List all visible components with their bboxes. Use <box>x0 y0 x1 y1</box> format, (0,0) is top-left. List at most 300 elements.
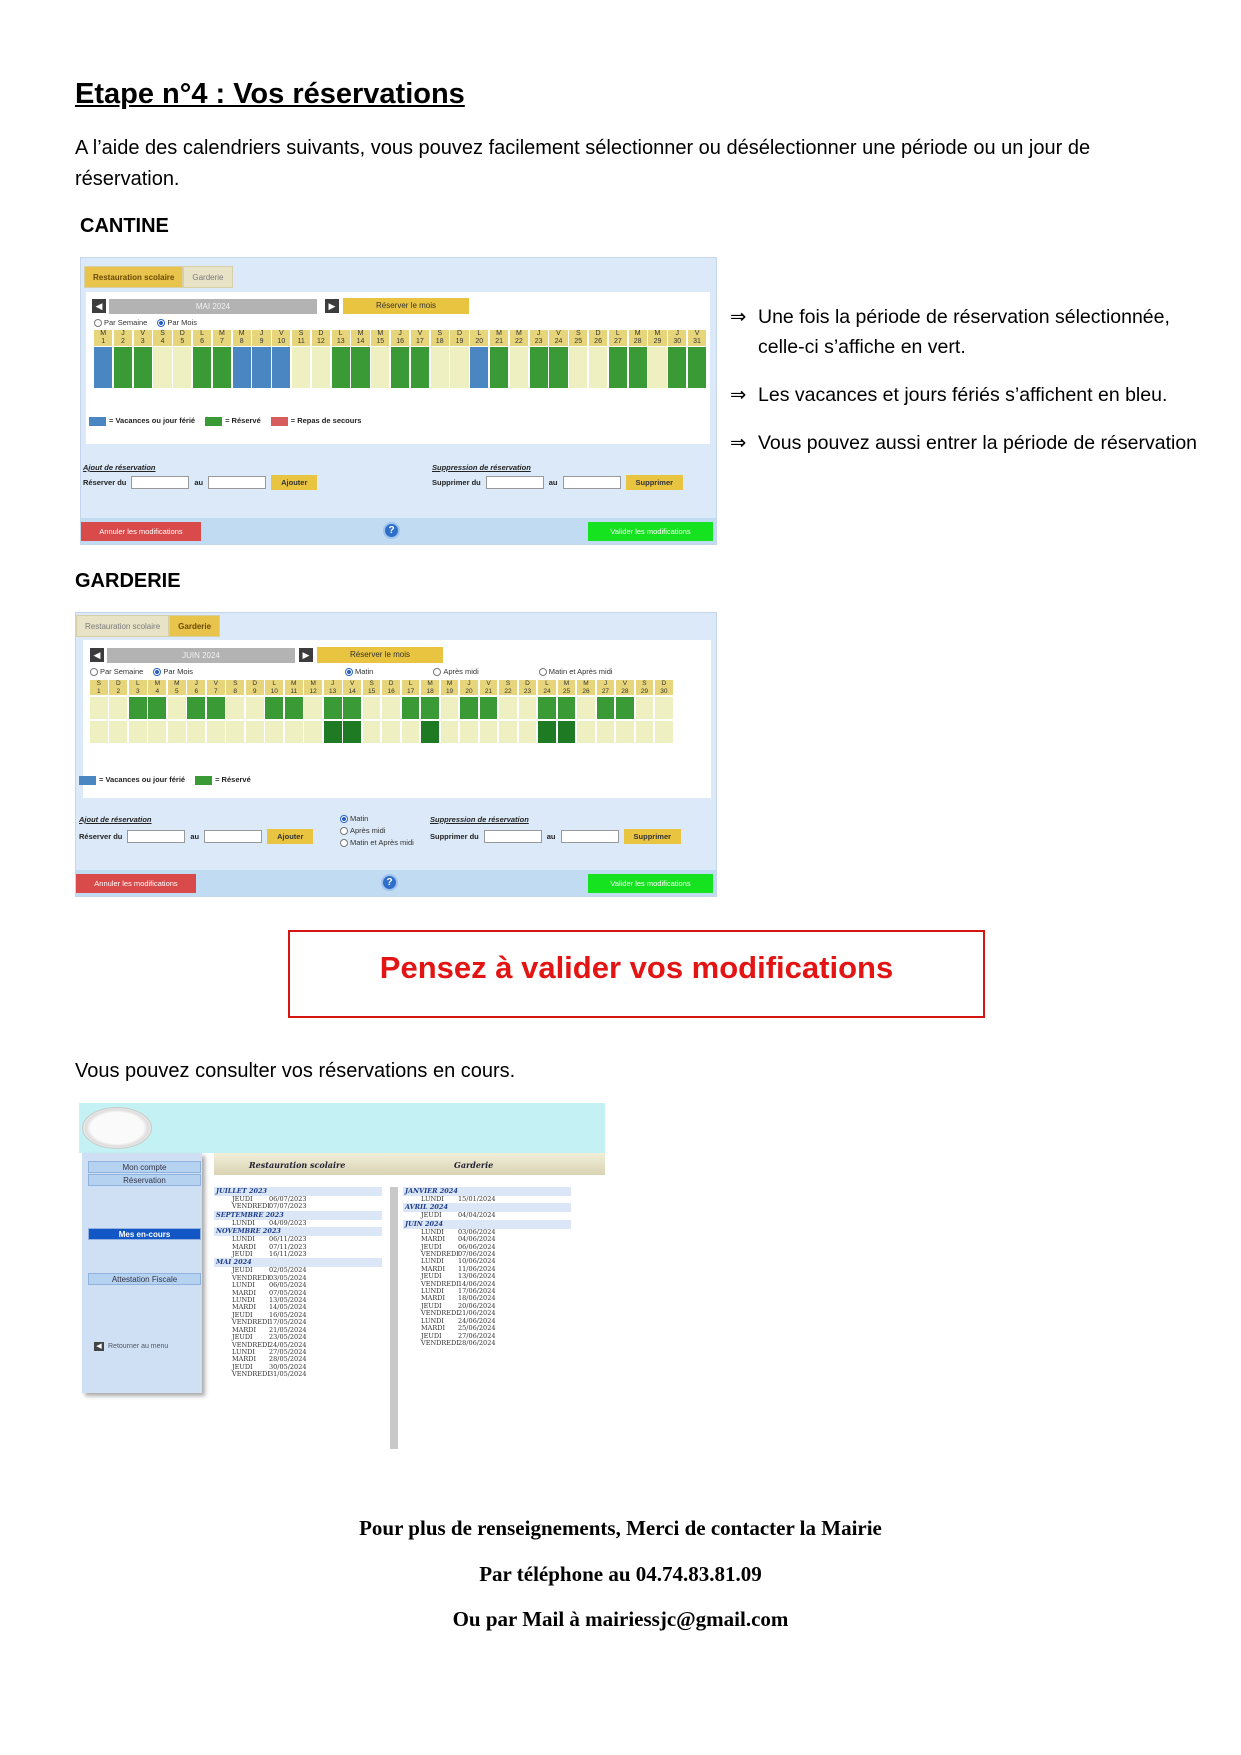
radio-par-mois[interactable]: Par Mois <box>157 318 197 327</box>
afternoon-slot[interactable] <box>304 721 322 743</box>
morning-slot[interactable] <box>226 697 244 719</box>
day-status[interactable] <box>371 347 389 388</box>
day-letter: S <box>431 330 449 338</box>
day-letter: M <box>94 330 112 338</box>
day-cell[interactable] <box>431 330 449 388</box>
day-letter: M <box>421 680 439 688</box>
next-month-button[interactable]: ▶ <box>325 299 339 313</box>
day-letter: D <box>589 330 607 338</box>
day-letter: S <box>90 680 108 688</box>
day-number: 4 <box>148 688 166 696</box>
day-cell[interactable] <box>129 680 147 743</box>
afternoon-slot[interactable] <box>402 721 420 743</box>
weekday: JEUDI <box>232 1333 253 1342</box>
afternoon-slot[interactable] <box>207 721 225 743</box>
day-cell[interactable] <box>168 680 186 743</box>
morning-slot[interactable] <box>324 697 342 719</box>
day-cell[interactable] <box>589 330 607 388</box>
next-month-button[interactable]: ▶ <box>299 648 313 662</box>
day-status[interactable] <box>609 347 627 388</box>
afternoon-slot[interactable] <box>558 721 576 743</box>
date: 06/07/2023 <box>269 1195 307 1203</box>
day-cell[interactable] <box>510 330 528 388</box>
day-cell[interactable] <box>411 330 429 388</box>
validate-changes-button[interactable]: Valider les modifications <box>588 522 713 541</box>
day-status[interactable] <box>312 347 330 388</box>
legend: = Vacances ou jour férié = Réservé <box>79 775 251 785</box>
date: 14/05/2024 <box>269 1303 307 1312</box>
morning-slot[interactable] <box>187 697 205 719</box>
day-cell[interactable] <box>371 330 389 388</box>
weekday: MARDI <box>232 1288 257 1297</box>
date: 16/05/2024 <box>269 1310 307 1319</box>
afternoon-slot[interactable] <box>480 721 498 743</box>
day-cell[interactable] <box>292 330 310 388</box>
morning-slot[interactable] <box>168 697 186 719</box>
reserve-month-button[interactable]: Réserver le mois <box>317 647 443 663</box>
day-number: 28 <box>629 338 647 346</box>
day-cell[interactable] <box>519 680 537 743</box>
tab-garderie[interactable]: Garderie <box>169 615 220 637</box>
cantine-label: CANTINE <box>80 215 169 237</box>
reserve-to-input[interactable] <box>208 476 266 489</box>
day-status[interactable] <box>431 347 449 388</box>
day-number: 2 <box>114 338 132 346</box>
day-status[interactable] <box>272 347 290 388</box>
afternoon-slot[interactable] <box>285 721 303 743</box>
delete-from-input[interactable] <box>484 830 542 843</box>
reminder-text: Pensez à valider vos modifications <box>379 950 894 985</box>
afternoon-slot[interactable] <box>655 721 673 743</box>
page-title: Etape n°4 : Vos réservations <box>75 78 465 110</box>
day-status[interactable] <box>153 347 171 388</box>
day-cell[interactable] <box>688 330 706 388</box>
day-number: 11 <box>292 338 310 346</box>
day-number: 14 <box>351 338 369 346</box>
day-letter: S <box>569 330 587 338</box>
day-cell[interactable] <box>402 680 420 743</box>
weekday: LUNDI <box>421 1287 444 1296</box>
day-number: 23 <box>519 688 537 696</box>
day-status[interactable] <box>411 347 429 388</box>
afternoon-slot[interactable] <box>460 721 478 743</box>
afternoon-slot[interactable] <box>636 721 654 743</box>
morning-slot[interactable] <box>597 697 615 719</box>
afternoon-slot[interactable] <box>363 721 381 743</box>
day-number: 18 <box>421 688 439 696</box>
garderie-list <box>403 1187 571 1347</box>
month-label: MAI 2024 <box>109 299 317 314</box>
day-cell[interactable] <box>312 330 330 388</box>
morning-slot[interactable] <box>538 697 556 719</box>
day-cell[interactable] <box>94 330 112 388</box>
day-cell[interactable] <box>549 330 567 388</box>
day-status[interactable] <box>589 347 607 388</box>
tab-restauration-scolaire[interactable]: Restauration scolaire <box>84 266 183 288</box>
day-letter: D <box>109 680 127 688</box>
date: 23/05/2024 <box>269 1333 307 1342</box>
day-cell[interactable] <box>351 330 369 388</box>
day-letter: D <box>655 680 673 688</box>
day-number: 10 <box>265 688 283 696</box>
month-header: JUIN 2024 <box>403 1220 571 1229</box>
morning-slot[interactable] <box>148 697 166 719</box>
afternoon-slot[interactable] <box>343 721 361 743</box>
day-cell[interactable] <box>655 680 673 743</box>
day-letter: M <box>213 330 231 338</box>
reserve-to-input[interactable] <box>204 830 262 843</box>
day-cell[interactable] <box>558 680 576 743</box>
morning-slot[interactable] <box>499 697 517 719</box>
weekday: MARDI <box>232 1242 257 1251</box>
day-cell[interactable] <box>148 680 166 743</box>
day-status[interactable] <box>668 347 686 388</box>
day-cell[interactable] <box>629 330 647 388</box>
add-button[interactable]: Ajouter <box>267 829 313 844</box>
day-status[interactable] <box>490 347 508 388</box>
weekday: MARDI <box>232 1355 257 1364</box>
menu-mes-en-cours[interactable]: Mes en-cours <box>88 1228 201 1240</box>
day-cell[interactable] <box>480 680 498 743</box>
add-reservation-title: Ajout de réservation <box>83 463 156 472</box>
day-number: 21 <box>490 338 508 346</box>
day-status[interactable] <box>549 347 567 388</box>
day-status[interactable] <box>213 347 231 388</box>
day-letter: V <box>343 680 361 688</box>
morning-slot[interactable] <box>421 697 439 719</box>
prev-month-button[interactable]: ◀ <box>90 648 104 662</box>
morning-slot[interactable] <box>265 697 283 719</box>
scrollbar[interactable] <box>390 1187 398 1449</box>
day-cell[interactable] <box>90 680 108 743</box>
reservation-row <box>403 1196 571 1203</box>
consult-text: Vous pouvez consulter vos réservations en cours. <box>75 1060 516 1082</box>
morning-slot[interactable] <box>558 697 576 719</box>
day-cell[interactable] <box>460 680 478 743</box>
morning-slot[interactable] <box>441 697 459 719</box>
afternoon-slot[interactable] <box>148 721 166 743</box>
radio-par-semaine[interactable]: Par Semaine <box>90 667 143 676</box>
day-status[interactable] <box>252 347 270 388</box>
date: 07/07/2023 <box>269 1202 307 1211</box>
day-letter: M <box>371 330 389 338</box>
date: 04/06/2024 <box>458 1235 496 1244</box>
weekday: JEUDI <box>232 1195 253 1203</box>
day-cell[interactable] <box>490 330 508 388</box>
validate-changes-button[interactable]: Valider les modifications <box>588 874 713 893</box>
delete-button[interactable]: Supprimer <box>624 829 682 844</box>
morning-slot[interactable] <box>343 697 361 719</box>
day-cell[interactable] <box>109 680 127 743</box>
day-cell[interactable] <box>363 680 381 743</box>
day-letter: M <box>558 680 576 688</box>
afternoon-slot[interactable] <box>597 721 615 743</box>
day-status[interactable] <box>292 347 310 388</box>
reservations-screenshot <box>79 1103 605 1458</box>
morning-slot[interactable] <box>616 697 634 719</box>
day-number: 5 <box>173 338 191 346</box>
day-number: 30 <box>655 688 673 696</box>
afternoon-slot[interactable] <box>168 721 186 743</box>
contact-line-3: Ou par Mail à mairiessjc@gmail.com <box>452 1607 789 1631</box>
day-cell[interactable] <box>207 680 225 743</box>
day-cell[interactable] <box>450 330 468 388</box>
weekday: MARDI <box>232 1303 257 1312</box>
arrow-icon: ⇒ <box>730 432 747 454</box>
day-number: 29 <box>636 688 654 696</box>
day-number: 9 <box>252 338 270 346</box>
day-status[interactable] <box>530 347 548 388</box>
month-header: AVRIL 2024 <box>403 1203 571 1212</box>
month-label: JUIN 2024 <box>107 648 295 663</box>
day-cell[interactable] <box>134 330 152 388</box>
date: 04/04/2024 <box>458 1211 496 1220</box>
day-status[interactable] <box>569 347 587 388</box>
weekday: JEUDI <box>421 1242 442 1251</box>
day-cell[interactable] <box>648 330 666 388</box>
radio-matin-et-apres-midi[interactable]: Matin et Après midi <box>539 667 613 676</box>
morning-slot[interactable] <box>246 697 264 719</box>
day-letter: J <box>530 330 548 338</box>
menu-attestation-fiscale[interactable]: Attestation Fiscale <box>88 1273 201 1285</box>
day-status[interactable] <box>134 347 152 388</box>
day-status[interactable] <box>193 347 211 388</box>
day-status[interactable] <box>510 347 528 388</box>
afternoon-slot[interactable] <box>519 721 537 743</box>
afternoon-slot[interactable] <box>382 721 400 743</box>
day-number: 19 <box>450 338 468 346</box>
afternoon-slot[interactable] <box>129 721 147 743</box>
tab-restauration-scolaire[interactable]: Restauration scolaire <box>76 615 169 637</box>
morning-slot[interactable] <box>460 697 478 719</box>
day-cell[interactable] <box>226 680 244 743</box>
radio-par-mois[interactable]: Par Mois <box>153 667 193 676</box>
delete-from-input[interactable] <box>486 476 544 489</box>
prev-month-button[interactable]: ◀ <box>92 299 106 313</box>
day-cell[interactable] <box>285 680 303 743</box>
day-cell[interactable] <box>246 680 264 743</box>
day-cell[interactable] <box>636 680 654 743</box>
day-cell[interactable] <box>272 330 290 388</box>
afternoon-slot[interactable] <box>90 721 108 743</box>
date: 21/05/2024 <box>269 1325 307 1334</box>
day-number: 3 <box>129 688 147 696</box>
help-icon[interactable]: ? <box>381 874 398 891</box>
day-cell[interactable] <box>213 330 231 388</box>
garderie-label: GARDERIE <box>75 570 181 592</box>
weekday: LUNDI <box>421 1227 444 1236</box>
day-cell[interactable] <box>252 330 270 388</box>
radio-apres-midi[interactable]: Après midi <box>340 825 414 837</box>
day-cell[interactable] <box>187 680 205 743</box>
date: 15/01/2024 <box>458 1195 496 1203</box>
month-group <box>403 1220 571 1348</box>
instruction-list <box>730 302 1220 476</box>
date: 07/06/2024 <box>458 1250 496 1259</box>
tab-garderie[interactable]: Garderie <box>183 266 232 288</box>
morning-slot[interactable] <box>285 697 303 719</box>
cancel-changes-button[interactable]: Annuler les modifications <box>76 874 196 893</box>
day-status[interactable] <box>629 347 647 388</box>
morning-slot[interactable] <box>577 697 595 719</box>
day-letter: M <box>351 330 369 338</box>
afternoon-slot[interactable] <box>324 721 342 743</box>
day-status[interactable] <box>688 347 706 388</box>
day-number: 22 <box>499 688 517 696</box>
reserve-month-button[interactable]: Réserver le mois <box>343 298 469 314</box>
weekday: VENDREDI <box>232 1318 270 1327</box>
date: 13/06/2024 <box>458 1272 496 1281</box>
morning-slot[interactable] <box>402 697 420 719</box>
day-status[interactable] <box>450 347 468 388</box>
day-letter: S <box>636 680 654 688</box>
day-cell[interactable] <box>577 680 595 743</box>
date: 25/06/2024 <box>458 1324 496 1333</box>
morning-slot[interactable] <box>90 697 108 719</box>
weekday: MARDI <box>421 1324 446 1333</box>
day-cell[interactable] <box>332 330 350 388</box>
day-status[interactable] <box>233 347 251 388</box>
day-cell[interactable] <box>173 330 191 388</box>
day-letter: S <box>226 680 244 688</box>
day-letter: J <box>391 330 409 338</box>
day-letter: M <box>233 330 251 338</box>
morning-slot[interactable] <box>519 697 537 719</box>
weekday: VENDREDI <box>232 1202 270 1211</box>
afternoon-slot[interactable] <box>265 721 283 743</box>
weekday: LUNDI <box>232 1296 255 1305</box>
afternoon-slot[interactable] <box>187 721 205 743</box>
day-number: 8 <box>233 338 251 346</box>
reserve-from-input[interactable] <box>131 476 189 489</box>
back-arrow-icon: ◀ <box>94 1342 104 1351</box>
day-status[interactable] <box>648 347 666 388</box>
day-number: 27 <box>597 688 615 696</box>
day-letter: J <box>252 330 270 338</box>
day-cell[interactable] <box>193 330 211 388</box>
day-cell[interactable] <box>324 680 342 743</box>
date: 03/05/2024 <box>269 1273 307 1282</box>
day-cell[interactable] <box>499 680 517 743</box>
day-cell[interactable] <box>114 330 132 388</box>
menu-reservation[interactable]: Réservation <box>88 1174 201 1186</box>
delete-button[interactable]: Supprimer <box>626 475 684 490</box>
day-letter: V <box>134 330 152 338</box>
day-cell[interactable] <box>569 330 587 388</box>
day-cell[interactable] <box>391 330 409 388</box>
day-number: 3 <box>134 338 152 346</box>
day-status[interactable] <box>332 347 350 388</box>
radio-par-semaine[interactable]: Par Semaine <box>94 318 147 327</box>
morning-slot[interactable] <box>655 697 673 719</box>
day-cell[interactable] <box>441 680 459 743</box>
afternoon-slot[interactable] <box>109 721 127 743</box>
cancel-changes-button[interactable]: Annuler les modifications <box>81 522 201 541</box>
day-number: 4 <box>153 338 171 346</box>
morning-slot[interactable] <box>480 697 498 719</box>
radio-apres-midi[interactable]: Après midi <box>433 667 478 676</box>
day-letter: M <box>168 680 186 688</box>
day-cell[interactable] <box>597 680 615 743</box>
day-number: 11 <box>285 688 303 696</box>
day-cell[interactable] <box>265 680 283 743</box>
weekday: MARDI <box>421 1235 446 1244</box>
afternoon-slot[interactable] <box>441 721 459 743</box>
morning-slot[interactable] <box>109 697 127 719</box>
add-button[interactable]: Ajouter <box>271 475 317 490</box>
arrow-icon: ⇒ <box>730 306 747 328</box>
afternoon-slot[interactable] <box>246 721 264 743</box>
day-letter: D <box>382 680 400 688</box>
day-status[interactable] <box>470 347 488 388</box>
header-garderie: Garderie <box>454 1160 494 1170</box>
afternoon-slot[interactable] <box>226 721 244 743</box>
day-number: 5 <box>168 688 186 696</box>
date: 27/05/2024 <box>269 1347 307 1356</box>
afternoon-slot[interactable] <box>499 721 517 743</box>
reservation-row <box>403 1212 571 1219</box>
month-header: JANVIER 2024 <box>403 1187 571 1196</box>
afternoon-slot[interactable] <box>616 721 634 743</box>
weekday: MARDI <box>421 1294 446 1303</box>
morning-slot[interactable] <box>129 697 147 719</box>
day-cell[interactable] <box>382 680 400 743</box>
day-number: 9 <box>246 688 264 696</box>
morning-slot[interactable] <box>636 697 654 719</box>
day-cell[interactable] <box>421 680 439 743</box>
help-icon[interactable]: ? <box>383 522 400 539</box>
day-cell[interactable] <box>538 680 556 743</box>
reserve-from-input[interactable] <box>127 830 185 843</box>
radio-matin[interactable]: Matin <box>345 667 373 676</box>
day-cell[interactable] <box>470 330 488 388</box>
morning-slot[interactable] <box>363 697 381 719</box>
day-number: 8 <box>226 688 244 696</box>
afternoon-slot[interactable] <box>421 721 439 743</box>
day-status[interactable] <box>173 347 191 388</box>
morning-slot[interactable] <box>207 697 225 719</box>
date: 17/05/2024 <box>269 1318 307 1327</box>
back-to-menu-link[interactable]: ◀ Retourner au menu <box>94 1342 168 1351</box>
day-cell[interactable] <box>668 330 686 388</box>
delete-to-input[interactable] <box>561 830 619 843</box>
day-cell[interactable] <box>343 680 361 743</box>
day-status[interactable] <box>391 347 409 388</box>
day-status[interactable] <box>94 347 112 388</box>
day-status[interactable] <box>351 347 369 388</box>
radio-matin[interactable]: Matin <box>340 813 414 825</box>
afternoon-slot[interactable] <box>577 721 595 743</box>
day-cell[interactable] <box>609 330 627 388</box>
day-cell[interactable] <box>530 330 548 388</box>
month-group <box>214 1258 382 1378</box>
day-cell[interactable] <box>153 330 171 388</box>
radio-matin-et-apres-midi[interactable]: Matin et Après midi <box>340 837 414 849</box>
day-cell[interactable] <box>233 330 251 388</box>
menu-mon-compte[interactable]: Mon compte <box>88 1161 201 1173</box>
day-status[interactable] <box>114 347 132 388</box>
delete-to-input[interactable] <box>563 476 621 489</box>
day-number: 16 <box>382 688 400 696</box>
day-number: 6 <box>187 688 205 696</box>
morning-slot[interactable] <box>382 697 400 719</box>
morning-slot[interactable] <box>304 697 322 719</box>
afternoon-slot[interactable] <box>538 721 556 743</box>
day-letter: V <box>411 330 429 338</box>
day-cell[interactable] <box>304 680 322 743</box>
arrow-icon: ⇒ <box>730 384 747 406</box>
day-cell[interactable] <box>616 680 634 743</box>
